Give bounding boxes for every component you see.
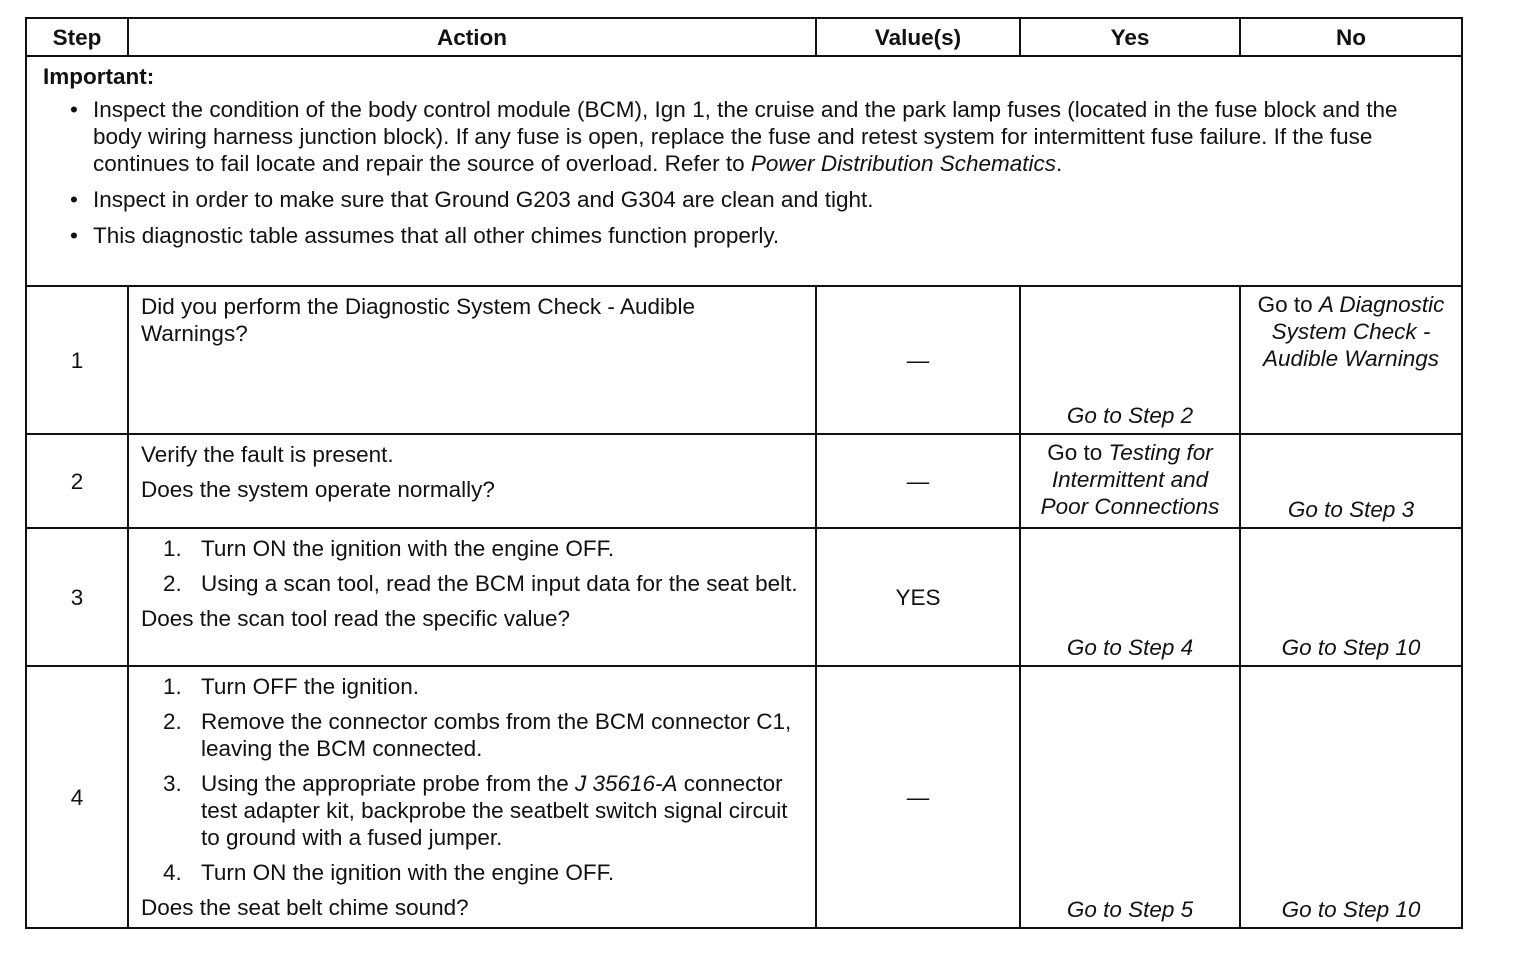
- value-cell: YES: [816, 528, 1020, 666]
- important-item: [43, 222, 1445, 249]
- important-list: [43, 96, 1445, 249]
- bullet-icon: •: [70, 97, 78, 122]
- important-item: [43, 96, 1445, 177]
- substep-text: Turn ON the ignition with the engine OFF.: [201, 536, 615, 561]
- tool-reference: J 35616-A: [574, 771, 678, 796]
- step-number: 1: [26, 286, 128, 434]
- header-row: [26, 18, 1462, 56]
- header-action: Action: [128, 18, 816, 56]
- step-number: 4: [26, 666, 128, 928]
- substep-text: Using a scan tool, read the BCM input data for the seat belt.: [201, 571, 798, 596]
- substep-text: Turn OFF the ignition.: [201, 674, 420, 699]
- action-cell: [128, 434, 816, 528]
- yes-reference: Testing for Intermittent and Poor Connections: [1040, 440, 1220, 519]
- substep-number: 4.: [163, 860, 182, 885]
- action-cell: [128, 286, 816, 434]
- header-step: Step: [26, 18, 128, 56]
- value-cell: —: [816, 666, 1020, 928]
- no-cell: Go to Step 10: [1240, 666, 1462, 928]
- no-cell: Go to Step 3: [1240, 434, 1462, 528]
- step-number: 3: [26, 528, 128, 666]
- substep-number: 2.: [163, 709, 182, 734]
- substep-list: [141, 673, 805, 886]
- substep-item: [141, 859, 805, 886]
- important-item-text: Inspect in order to make sure that Ground G203 and G304 are clean and tight.: [93, 187, 874, 212]
- action-question: Does the seat belt chime sound?: [141, 895, 469, 920]
- substep-item: [141, 570, 805, 597]
- substep-text: Remove the connector combs from the BCM connector C1, leaving the BCM connected.: [201, 709, 792, 761]
- table-row-step-3: [26, 528, 1462, 666]
- substep-number: 2.: [163, 571, 182, 596]
- action-text: Did you perform the Diagnostic System Check - Audible Warnings?: [141, 294, 695, 346]
- substep-item: [141, 708, 805, 762]
- substep-number: 3.: [163, 771, 182, 796]
- table-row-step-4: [26, 666, 1462, 928]
- substep-item: [141, 770, 805, 851]
- substep-item: [141, 535, 805, 562]
- substep-text-b: connector test adapter kit, backprobe the seatbelt switch signal circuit to ground with a fused jumper.: [201, 771, 788, 850]
- table-row-step-2: [26, 434, 1462, 528]
- substep-number: 1.: [163, 674, 182, 699]
- action-text: Verify the fault is present.: [141, 442, 394, 467]
- yes-cell: Go to Step 4: [1020, 528, 1240, 666]
- no-cell: [1240, 286, 1462, 434]
- substep-list: [141, 535, 805, 597]
- yes-cell: Go to Step 5: [1020, 666, 1240, 928]
- action-cell: [128, 666, 816, 928]
- diagnostic-table: [25, 17, 1463, 929]
- important-item: [43, 186, 1445, 213]
- value-cell: —: [816, 286, 1020, 434]
- action-cell: [128, 528, 816, 666]
- important-note: [26, 56, 1462, 286]
- substep-text: Turn ON the ignition with the engine OFF.: [201, 860, 615, 885]
- yes-prefix: Go to: [1047, 440, 1109, 465]
- important-title: Important:: [43, 64, 155, 89]
- header-values: Value(s): [816, 18, 1020, 56]
- yes-cell: [1020, 434, 1240, 528]
- yes-cell: Go to Step 2: [1020, 286, 1240, 434]
- important-item-tail: .: [1056, 151, 1063, 176]
- bullet-icon: •: [70, 187, 78, 212]
- header-no: No: [1240, 18, 1462, 56]
- table-row-step-1: [26, 286, 1462, 434]
- header-yes: Yes: [1020, 18, 1240, 56]
- action-question: Does the scan tool read the specific value?: [141, 606, 571, 631]
- bullet-icon: •: [70, 223, 78, 248]
- important-item-text: This diagnostic table assumes that all other chimes function properly.: [93, 223, 780, 248]
- value-cell: —: [816, 434, 1020, 528]
- substep-text-a: Using the appropriate probe from the: [201, 771, 575, 796]
- action-question: Does the system operate normally?: [141, 477, 495, 502]
- important-row: [26, 56, 1462, 286]
- important-item-ref: Power Distribution Schematics: [750, 151, 1057, 176]
- important-item-text: Inspect the condition of the body control module (BCM), Ign 1, the cruise and the park lamp fuses (located in the fuse block and the body wiring harness junction block). If any fuse is open, replace the fuse and retest system for intermittent fuse failure. If the fuse continues to fail locate and repair the source of overload. Refer to: [93, 97, 1398, 176]
- no-reference: A Diagnostic System Check - Audible Warnings: [1263, 292, 1445, 371]
- no-cell: Go to Step 10: [1240, 528, 1462, 666]
- substep-number: 1.: [163, 536, 182, 561]
- step-number: 2: [26, 434, 128, 528]
- substep-item: [141, 673, 805, 700]
- no-prefix: Go to: [1257, 292, 1319, 317]
